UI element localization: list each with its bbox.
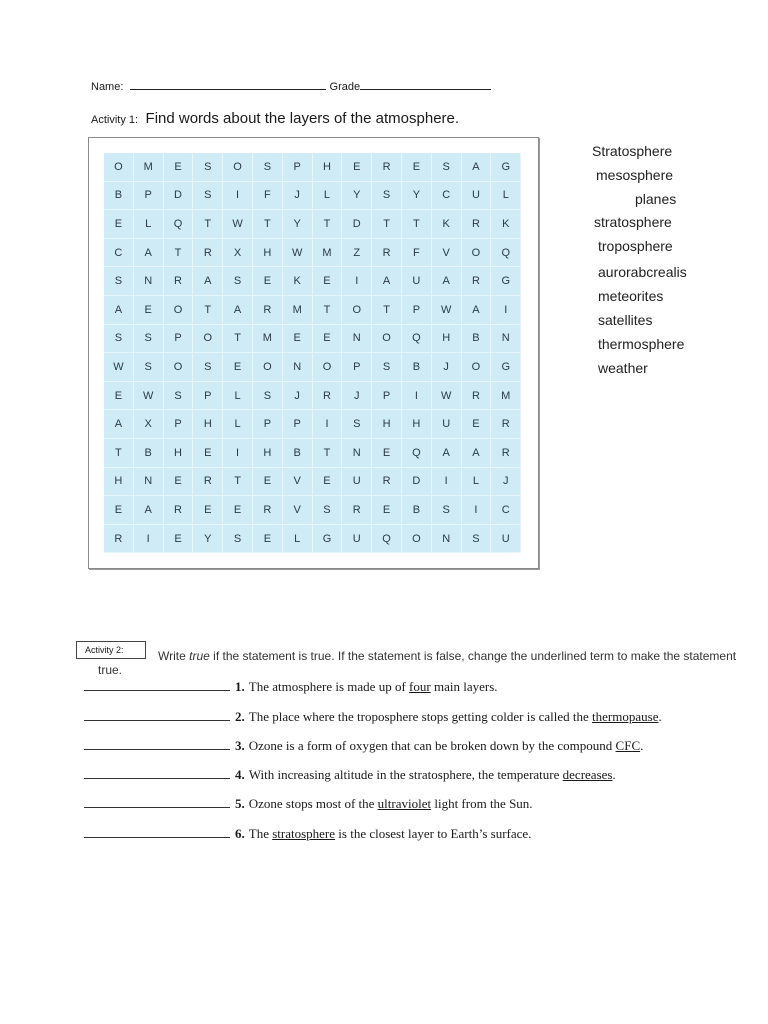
statement-text: . (612, 767, 616, 782)
grid-cell[interactable]: L (283, 525, 313, 554)
name-field-line[interactable] (130, 79, 326, 90)
grid-cell[interactable]: J (283, 182, 313, 211)
grid-cell[interactable]: W (223, 210, 253, 239)
instruction-italic-term: true (189, 649, 210, 663)
grid-cell[interactable]: R (372, 239, 402, 268)
grid-cell[interactable]: S (253, 153, 283, 182)
statement-text: Ozone stops most of the (248, 796, 378, 811)
grid-cell[interactable]: E (402, 153, 432, 182)
grid-cell[interactable]: D (164, 182, 194, 211)
grid-cell[interactable]: M (134, 153, 164, 182)
grid-cell[interactable]: I (134, 525, 164, 554)
grid-cell[interactable]: A (134, 239, 164, 268)
grid-cell[interactable]: T (402, 210, 432, 239)
grid-cell[interactable]: E (313, 468, 343, 497)
grid-cell[interactable]: Q (402, 439, 432, 468)
instruction-text: Write (158, 649, 190, 663)
grid-cell[interactable]: A (372, 267, 402, 296)
grid-cell[interactable]: C (104, 239, 134, 268)
grid-cell[interactable]: E (462, 410, 492, 439)
grid-cell[interactable]: R (462, 210, 492, 239)
grid-cell[interactable]: Q (402, 325, 432, 354)
grid-cell[interactable]: K (283, 267, 313, 296)
grid-cell[interactable]: T (164, 239, 194, 268)
grid-cell[interactable]: W (283, 239, 313, 268)
grid-cell[interactable]: D (342, 210, 372, 239)
grid-cell[interactable]: B (134, 439, 164, 468)
grid-cell[interactable]: E (223, 353, 253, 382)
grid-cell[interactable]: C (432, 182, 462, 211)
activity1-instruction: Find words about the layers of the atmosphere. (145, 110, 460, 127)
grid-cell[interactable]: X (134, 410, 164, 439)
word-list-item: satellites (598, 312, 653, 328)
grid-cell[interactable]: O (223, 153, 253, 182)
grid-cell[interactable]: X (223, 239, 253, 268)
grid-cell[interactable]: U (342, 525, 372, 554)
grid-cell[interactable]: T (313, 439, 343, 468)
grid-cell[interactable]: B (462, 325, 492, 354)
grid-cell[interactable]: T (313, 296, 343, 325)
answer-blank[interactable] (84, 737, 230, 750)
statement-number: 3. (235, 738, 245, 753)
grid-cell[interactable]: G (313, 525, 343, 554)
underlined-term: CFC (615, 738, 641, 753)
grid-cell[interactable]: M (313, 239, 343, 268)
grid-cell[interactable]: P (283, 153, 313, 182)
grid-cell[interactable]: E (253, 525, 283, 554)
answer-blank[interactable] (84, 795, 230, 808)
grid-cell[interactable]: O (462, 239, 492, 268)
statement-row (84, 678, 498, 695)
grid-cell[interactable]: R (313, 382, 343, 411)
grid-cell[interactable]: S (223, 267, 253, 296)
grid-cell[interactable]: O (342, 296, 372, 325)
grid-cell[interactable]: O (164, 353, 194, 382)
answer-blank[interactable] (84, 708, 230, 721)
grid-cell[interactable]: V (283, 468, 313, 497)
word-list-item: thermosphere (598, 336, 685, 352)
statement-number: 6. (235, 826, 245, 841)
grid-cell[interactable]: T (104, 439, 134, 468)
activity2-instruction (98, 649, 738, 677)
grid-cell[interactable]: R (372, 153, 402, 182)
answer-blank[interactable] (84, 825, 230, 838)
grid-cell[interactable]: O (193, 325, 223, 354)
name-grade-header (91, 79, 491, 93)
grid-cell[interactable]: H (193, 410, 223, 439)
grid-cell[interactable]: H (253, 439, 283, 468)
grid-cell[interactable]: T (223, 325, 253, 354)
grid-cell[interactable]: U (342, 468, 372, 497)
activity2-label: Activity 2: (85, 645, 124, 655)
grid-cell[interactable]: R (193, 239, 223, 268)
underlined-term: stratosphere (272, 826, 336, 841)
grid-cell[interactable]: O (372, 325, 402, 354)
word-list-item: aurorabcrealis (598, 264, 687, 280)
grid-cell[interactable]: H (313, 153, 343, 182)
grid-cell[interactable]: L (313, 182, 343, 211)
grid-cell[interactable]: H (164, 439, 194, 468)
grid-cell[interactable]: R (462, 382, 492, 411)
grid-cell[interactable]: A (462, 439, 492, 468)
grid-cell[interactable]: R (491, 410, 521, 439)
grid-cell[interactable]: S (104, 325, 134, 354)
grid-cell[interactable]: N (432, 525, 462, 554)
grid-cell[interactable]: E (193, 496, 223, 525)
grid-cell[interactable]: T (372, 210, 402, 239)
grid-cell[interactable]: L (491, 182, 521, 211)
statement-row (84, 766, 616, 783)
grid-cell[interactable]: U (402, 267, 432, 296)
grid-cell[interactable]: Z (342, 239, 372, 268)
grid-cell[interactable]: G (491, 353, 521, 382)
grid-cell[interactable]: N (283, 353, 313, 382)
grid-cell[interactable]: E (164, 153, 194, 182)
grid-cell[interactable]: O (164, 296, 194, 325)
grid-cell[interactable]: S (134, 353, 164, 382)
grid-cell[interactable]: E (223, 496, 253, 525)
grid-cell[interactable]: T (193, 296, 223, 325)
activity1-heading (91, 110, 459, 128)
grid-cell[interactable]: I (223, 182, 253, 211)
grid-cell[interactable]: W (432, 296, 462, 325)
grid-cell[interactable]: S (432, 153, 462, 182)
word-list-item: Stratosphere (592, 143, 673, 159)
grid-cell[interactable]: A (104, 296, 134, 325)
grid-cell[interactable]: J (432, 353, 462, 382)
statement-row (84, 795, 533, 812)
grid-cell[interactable]: A (462, 153, 492, 182)
grid-cell[interactable]: B (104, 182, 134, 211)
grid-cell[interactable]: B (402, 353, 432, 382)
grid-cell[interactable]: Q (164, 210, 194, 239)
word-list-item: meteorites (598, 288, 664, 304)
grid-cell[interactable]: R (253, 496, 283, 525)
grid-cell[interactable]: M (283, 296, 313, 325)
name-label: Name: (91, 81, 124, 93)
grid-cell[interactable]: T (253, 210, 283, 239)
grid-cell[interactable]: A (104, 410, 134, 439)
grid-cell[interactable]: H (402, 410, 432, 439)
grid-cell[interactable]: B (283, 439, 313, 468)
grid-cell[interactable]: A (432, 267, 462, 296)
grid-cell[interactable]: R (462, 267, 492, 296)
grid-cell[interactable]: S (342, 410, 372, 439)
grid-cell[interactable]: S (164, 382, 194, 411)
grid-cell[interactable]: D (402, 468, 432, 497)
grid-cell[interactable]: M (491, 382, 521, 411)
grid-cell[interactable]: N (134, 267, 164, 296)
grid-cell[interactable]: P (402, 296, 432, 325)
statement-text: The atmosphere is made up of (248, 679, 410, 694)
grid-cell[interactable]: I (462, 496, 492, 525)
grid-cell[interactable]: M (253, 325, 283, 354)
grid-cell[interactable]: S (462, 525, 492, 554)
grid-cell[interactable]: E (313, 325, 343, 354)
grid-cell[interactable]: P (283, 410, 313, 439)
grid-cell[interactable]: K (491, 210, 521, 239)
grid-cell[interactable]: F (253, 182, 283, 211)
grid-cell[interactable]: N (342, 439, 372, 468)
grid-cell[interactable]: Y (402, 182, 432, 211)
grid-cell[interactable]: S (104, 267, 134, 296)
grid-cell[interactable]: S (193, 153, 223, 182)
grid-cell[interactable]: E (313, 267, 343, 296)
statement-text: The (248, 826, 273, 841)
grid-cell[interactable]: H (253, 239, 283, 268)
grid-cell[interactable]: S (193, 182, 223, 211)
grid-cell[interactable]: V (432, 239, 462, 268)
grid-cell[interactable]: A (223, 296, 253, 325)
statement-text: . (658, 709, 662, 724)
grid-cell[interactable]: S (223, 525, 253, 554)
grid-cell[interactable]: E (104, 496, 134, 525)
word-search-grid (104, 153, 521, 553)
word-list-item: troposphere (598, 238, 673, 254)
statement-number: 5. (235, 796, 245, 811)
grid-cell[interactable]: Y (283, 210, 313, 239)
underlined-term: thermopause (592, 709, 659, 724)
statement-text: The place where the troposphere stops getting colder is called the (248, 709, 593, 724)
grid-cell[interactable]: W (134, 382, 164, 411)
statement-text: is the closest layer to Earth’s surface. (335, 826, 532, 841)
grid-cell[interactable]: O (104, 153, 134, 182)
grid-cell[interactable]: S (432, 496, 462, 525)
grid-cell[interactable]: R (253, 296, 283, 325)
grid-cell[interactable]: W (104, 353, 134, 382)
statement-number: 1. (235, 679, 245, 694)
grid-cell[interactable]: S (193, 353, 223, 382)
grid-cell[interactable]: A (134, 496, 164, 525)
statement-text: Ozone is a form of oxygen that can be broken down by the compound (248, 738, 616, 753)
answer-blank[interactable] (84, 678, 230, 691)
grid-cell[interactable]: L (462, 468, 492, 497)
grid-cell[interactable]: P (253, 410, 283, 439)
grid-cell[interactable]: H (372, 410, 402, 439)
grid-cell[interactable]: E (253, 267, 283, 296)
grid-cell[interactable]: G (491, 267, 521, 296)
grid-cell[interactable]: S (253, 382, 283, 411)
grid-cell[interactable]: E (104, 210, 134, 239)
grid-cell[interactable]: I (223, 439, 253, 468)
grid-cell[interactable]: T (372, 296, 402, 325)
grid-cell[interactable]: W (432, 382, 462, 411)
grid-cell[interactable]: R (193, 468, 223, 497)
grid-cell[interactable]: V (283, 496, 313, 525)
grid-cell[interactable]: Q (372, 525, 402, 554)
grid-cell[interactable]: E (283, 325, 313, 354)
grid-cell[interactable]: E (104, 382, 134, 411)
grid-cell[interactable]: P (164, 325, 194, 354)
grid-cell[interactable]: I (342, 267, 372, 296)
grid-cell[interactable]: R (104, 525, 134, 554)
grid-cell[interactable]: O (313, 353, 343, 382)
grid-cell[interactable]: K (432, 210, 462, 239)
grid-cell[interactable]: U (491, 525, 521, 554)
grid-cell[interactable]: I (432, 468, 462, 497)
underlined-term: four (409, 679, 431, 694)
grid-cell[interactable]: Y (342, 182, 372, 211)
instruction-text: if the statement is true. If the statement is false, change the underlined term to make the statement true. (98, 649, 737, 677)
statement-row (84, 825, 531, 842)
grid-cell[interactable]: R (164, 267, 194, 296)
grid-cell[interactable]: C (491, 496, 521, 525)
grid-cell[interactable]: O (253, 353, 283, 382)
grid-cell[interactable]: R (164, 496, 194, 525)
grid-cell[interactable]: U (462, 182, 492, 211)
word-list-item: weather (598, 360, 648, 376)
grid-cell[interactable]: N (491, 325, 521, 354)
grid-cell[interactable]: J (342, 382, 372, 411)
grid-cell[interactable]: L (134, 210, 164, 239)
underlined-term: ultraviolet (377, 796, 432, 811)
grid-cell[interactable]: F (402, 239, 432, 268)
statement-number: 4. (235, 767, 245, 782)
grid-cell[interactable]: E (372, 439, 402, 468)
grade-label: Grade (329, 81, 361, 93)
statement-row (84, 737, 643, 754)
answer-blank[interactable] (84, 766, 230, 779)
grid-cell[interactable]: E (372, 496, 402, 525)
word-list-item: planes (635, 191, 677, 207)
grid-cell[interactable]: E (164, 525, 194, 554)
grid-cell[interactable]: P (342, 353, 372, 382)
grid-cell[interactable]: E (193, 439, 223, 468)
grid-cell[interactable]: L (223, 382, 253, 411)
statement-text: . (640, 738, 644, 753)
grid-cell[interactable]: E (342, 153, 372, 182)
grid-cell[interactable]: S (313, 496, 343, 525)
grid-cell[interactable]: H (432, 325, 462, 354)
grid-cell[interactable]: N (342, 325, 372, 354)
grid-cell[interactable]: O (462, 353, 492, 382)
activity1-label: Activity 1: (91, 114, 139, 126)
grid-cell[interactable]: A (462, 296, 492, 325)
statement-number: 2. (235, 709, 245, 724)
grid-cell[interactable]: P (372, 382, 402, 411)
grid-cell[interactable]: N (134, 468, 164, 497)
grid-cell[interactable]: L (223, 410, 253, 439)
grid-cell[interactable]: E (134, 296, 164, 325)
grid-cell[interactable]: I (402, 382, 432, 411)
grid-cell[interactable]: I (313, 410, 343, 439)
grid-cell[interactable]: A (432, 439, 462, 468)
grid-cell[interactable]: P (134, 182, 164, 211)
grid-cell[interactable]: E (253, 468, 283, 497)
grid-cell[interactable]: S (134, 325, 164, 354)
word-search-box (88, 137, 539, 569)
grid-cell[interactable]: A (193, 267, 223, 296)
word-list-item: stratosphere (594, 214, 672, 230)
statement-text: main layers. (430, 679, 498, 694)
grid-cell[interactable]: J (283, 382, 313, 411)
grid-cell[interactable]: O (402, 525, 432, 554)
grid-cell[interactable]: U (432, 410, 462, 439)
grid-cell[interactable]: Q (491, 239, 521, 268)
underlined-term: decreases (562, 767, 613, 782)
statement-text: light from the Sun. (431, 796, 533, 811)
word-list-item: mesosphere (596, 167, 674, 183)
statement-row (84, 708, 662, 725)
grid-cell[interactable]: J (491, 468, 521, 497)
grid-cell[interactable]: S (372, 353, 402, 382)
grid-cell[interactable]: R (342, 496, 372, 525)
grade-field-line[interactable] (360, 79, 491, 90)
grid-cell[interactable]: P (164, 410, 194, 439)
grid-cell[interactable]: R (491, 439, 521, 468)
grid-cell[interactable]: T (223, 468, 253, 497)
grid-cell[interactable]: I (491, 296, 521, 325)
grid-cell[interactable]: Y (193, 525, 223, 554)
grid-cell[interactable]: B (402, 496, 432, 525)
grid-cell[interactable]: H (104, 468, 134, 497)
grid-cell[interactable]: T (313, 210, 343, 239)
grid-cell[interactable]: E (164, 468, 194, 497)
statement-text: With increasing altitude in the stratosphere, the temperature (248, 767, 563, 782)
grid-cell[interactable]: G (491, 153, 521, 182)
grid-cell[interactable]: T (193, 210, 223, 239)
grid-cell[interactable]: R (372, 468, 402, 497)
grid-cell[interactable]: P (193, 382, 223, 411)
grid-cell[interactable]: S (372, 182, 402, 211)
